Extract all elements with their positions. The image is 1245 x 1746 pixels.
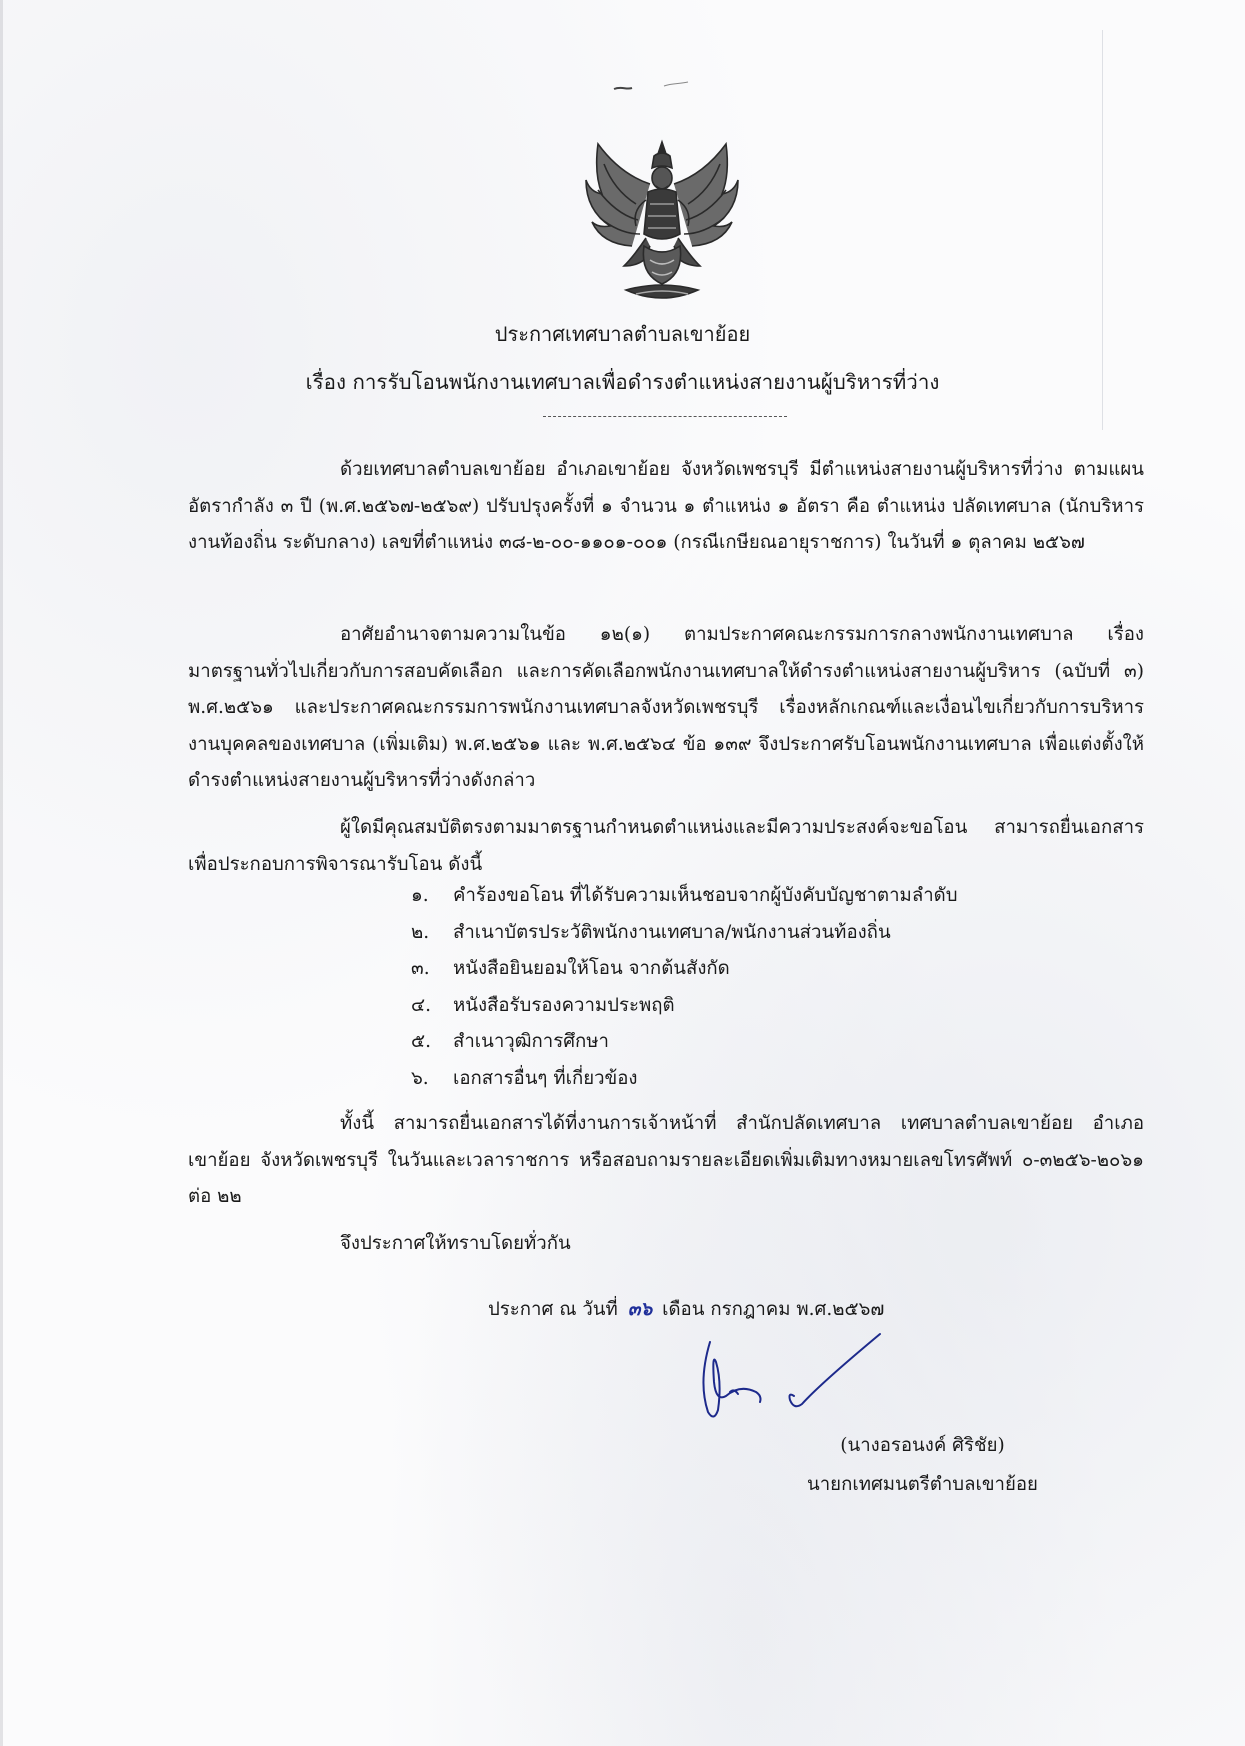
signatory-position: นายกเทศมนตรีตำบลเขาย้อย	[807, 1474, 1038, 1495]
list-item	[411, 1061, 958, 1098]
list-item-number: ๒.	[411, 921, 430, 943]
body-paragraph-2: อาศัยอำนาจตามความในข้อ ๑๒(๑) ตามประกาศคณะกรรมการกลางพนักงานเทศบาล เรื่อง มาตรฐานทั่วไปเกี่ยวกับการสอบคัดเลือก และการคัดเลือกพนักงานเทศบาลให้ดำรงตำแหน่งสายงานผู้บริหาร (ฉบับที่ ๓) พ.ศ.๒๕๖๑ และประกาศคณะกรรมการพนักงานเทศบาลจังหวัดเพชรบุรี เรื่องหลักเกณฑ์และเงื่อนไขเกี่ยวกับการบริหารงานบุคคลของเทศบาล (เพิ่มเติม) พ.ศ.๒๕๖๑ และ พ.ศ.๒๕๖๔ ข้อ ๑๓๙ จึงประกาศรับโอนพนักงานเทศบาล เพื่อแต่งตั้งให้ดำรงตำแหน่งสายงานผู้บริหารที่ว่างดังกล่าว	[188, 624, 1144, 791]
announcement-title: ประกาศเทศบาลตำบลเขาย้อย	[494, 322, 751, 346]
closing-statement: จึงประกาศให้ทราบโดยทั่วกัน	[340, 1233, 571, 1254]
required-documents-list	[411, 878, 958, 1097]
body-paragraph-3: ผู้ใดมีคุณสมบัติตรงตามมาตรฐานกำหนดตำแหน่งและมีความประสงค์จะขอโอน สามารถยื่นเอกสารเพื่อประกอบการพิจารณารับโอน ดังนี้	[188, 817, 1144, 875]
list-item	[411, 878, 958, 915]
list-item	[411, 1024, 958, 1061]
date-suffix: เดือน กรกฎาคม พ.ศ.๒๕๖๗	[662, 1299, 885, 1320]
handwritten-day: ๓๖	[627, 1299, 653, 1320]
signatory-name: (นางอรอนงค์ ศิริชัย)	[840, 1435, 1005, 1456]
list-item-text: หนังสือยินยอมให้โอน จากต้นสังกัด	[453, 958, 730, 979]
list-item-number: ๕.	[411, 1031, 431, 1052]
list-item-number: ๓.	[411, 958, 430, 979]
list-item-number: ๑.	[411, 885, 429, 906]
body-paragraph-1: ด้วยเทศบาลตำบลเขาย้อย อำเภอเขาย้อย จังหวัดเพชรบุรี มีตำแหน่งสายงานผู้บริหารที่ว่าง ตามแผนอัตรากำลัง ๓ ปี (พ.ศ.๒๕๖๗-๒๕๖๙) ปรับปรุงครั้งที่ ๑ จำนวน ๑ ตำแหน่ง ๑ อัตรา คือ ตำแหน่ง ปลัดเทศบาล (นักบริหารงานท้องถิ่น ระดับกลาง) เลขที่ตำแหน่ง ๓๘-๒-๐๐-๑๑๐๑-๐๐๑ (กรณีเกษียณอายุราชการ) ในวันที่ ๑ ตุลาคม ๒๕๖๗	[188, 459, 1144, 553]
list-item-number: ๔.	[411, 994, 431, 1016]
list-item	[411, 988, 958, 1025]
list-item-number: ๖.	[411, 1067, 429, 1089]
body-paragraph-4: ทั้งนี้ สามารถยื่นเอกสารได้ที่งานการเจ้าหน้าที่ สำนักปลัดเทศบาล เทศบาลตำบลเขาย้อย อำเภอเขาย้อย จังหวัดเพชรบุรี ในวันและเวลาราชการ หรือสอบถามรายละเอียดเพิ่มเติมทางหมายเลขโทรศัพท์ ๐-๓๒๕๖-๒๐๖๑ ต่อ ๒๒	[188, 1113, 1144, 1207]
list-item	[411, 951, 958, 988]
list-item-text: คำร้องขอโอน ที่ได้รับความเห็นชอบจากผู้บังคับบัญชาตามลำดับ	[453, 885, 958, 906]
list-item-text: สำเนาวุฒิการศึกษา	[453, 1031, 609, 1052]
list-item	[411, 915, 958, 952]
date-prefix: ประกาศ ณ วันที่	[488, 1299, 618, 1320]
list-item-text: สำเนาบัตรประวัติพนักงานเทศบาล/พนักงานส่วนท้องถิ่น	[453, 921, 891, 943]
scan-edge	[0, 0, 3, 1746]
list-item-text: หนังสือรับรองความประพฤติ	[453, 994, 675, 1016]
announcement-subject: เรื่อง การรับโอนพนักงานเทศบาลเพื่อดำรงตำแหน่งสายงานผู้บริหารที่ว่าง	[305, 370, 940, 394]
scan-smudge	[612, 80, 692, 94]
dashed-divider	[543, 416, 787, 417]
list-item-text: เอกสารอื่นๆ ที่เกี่ยวข้อง	[453, 1067, 638, 1089]
garuda-emblem-icon	[580, 134, 744, 310]
handwritten-signature	[690, 1322, 890, 1432]
